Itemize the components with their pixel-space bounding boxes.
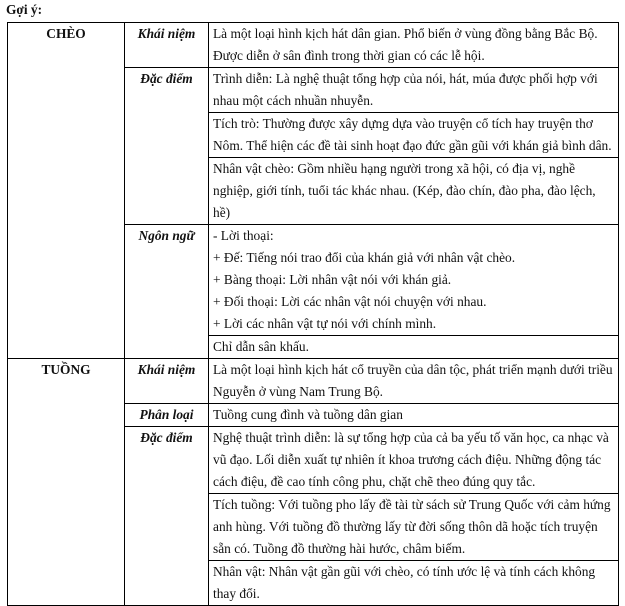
tuong-phan-loai-text: Tuồng cung đình và tuồng dân gian <box>209 404 619 427</box>
cheo-title: CHÈO <box>46 26 86 41</box>
cheo-ngon-ngu-line-3: + Bàng thoại: Lời nhân vật nói với khán giả. <box>213 272 452 287</box>
tuong-dac-diem-label: Đặc điểm <box>125 427 209 606</box>
tuong-khai-niem-text: Là một loại hình kịch hát cổ truyền của dân tộc, phát triển mạnh dưới triều Nguyễn ở vùng Nam Trung Bộ. <box>209 359 619 404</box>
cheo-dac-diem-text-2: Tích trò: Thường được xây dựng dựa vào truyện cổ tích hay truyện thơ Nôm. Thể hiện các đề tài sinh hoạt đạo đức gần gũi với khán giả bình dân. <box>209 113 619 158</box>
cheo-ngon-ngu-extra: Chỉ dẫn sân khấu. <box>209 336 619 359</box>
cheo-category-cell <box>8 23 125 359</box>
cheo-ngon-ngu-line-1: - Lời thoại: <box>213 228 274 243</box>
hint-label: Gợi ý: <box>6 2 43 17</box>
cheo-ngon-ngu-line-4: + Đối thoại: Lời các nhân vật nói chuyện với nhau. <box>213 294 487 309</box>
cheo-khai-niem-label: Khái niệm <box>125 23 209 68</box>
cheo-ngon-ngu-lines <box>209 225 619 336</box>
cheo-dac-diem-text-3: Nhân vật chèo: Gồm nhiều hạng người trong xã hội, có địa vị, nghề nghiệp, giới tính, tuổi tác khác nhau. (Kép, đào chín, đào pha, đào lệch, hề) <box>209 158 619 225</box>
cheo-ngon-ngu-line-2: + Đế: Tiếng nói trao đổi của khán giả với nhân vật chèo. <box>213 250 516 265</box>
tuong-dac-diem-text-1: Nghệ thuật trình diễn: là sự tổng hợp của cả ba yếu tố văn học, ca nhạc và vũ đạo. Lối diễn xuất tự nhiên ít khoa trương cách điệu. Những động tác cách điệu, đề cao tính công phu, chặt chẽ theo đúng quy tắc. <box>209 427 619 494</box>
cheo-dac-diem-text-1: Trình diễn: Là nghệ thuật tổng hợp của nói, hát, múa được phối hợp với nhau một cách nhuần nhuyễn. <box>209 68 619 113</box>
tuong-title: TUỒNG <box>41 362 91 377</box>
cheo-khai-niem-text: Là một loại hình kịch hát dân gian. Phổ biến ở vùng đồng bằng Bắc Bộ. Được diễn ở sân đình trong thời gian có các lễ hội. <box>209 23 619 68</box>
tuong-phan-loai-label: Phân loại <box>125 404 209 427</box>
cheo-ngon-ngu-label: Ngôn ngữ <box>125 225 209 359</box>
cheo-ngon-ngu-line-5: + Lời các nhân vật tự nói với chính mình. <box>213 316 437 331</box>
cheo-dac-diem-label: Đặc điểm <box>125 68 209 225</box>
cheo-khai-niem-row <box>8 23 619 68</box>
tuong-khai-niem-label: Khái niệm <box>125 359 209 404</box>
tuong-dac-diem-text-3: Nhân vật: Nhân vật gần gũi với chèo, có tính ước lệ và tính cách không thay đổi. <box>209 561 619 606</box>
tuong-dac-diem-text-2: Tích tuồng: Với tuồng pho lấy đề tài từ sách sử Trung Quốc với cảm hứng anh hùng. Với tuồng đồ thường lấy từ đời sống thôn dã hoặc tích truyện sẵn có. Tuồng đồ thường hài hước, châm biếm. <box>209 494 619 561</box>
tuong-khai-niem-row <box>8 359 619 404</box>
tuong-category-cell <box>8 359 125 606</box>
comparison-table <box>7 22 619 606</box>
